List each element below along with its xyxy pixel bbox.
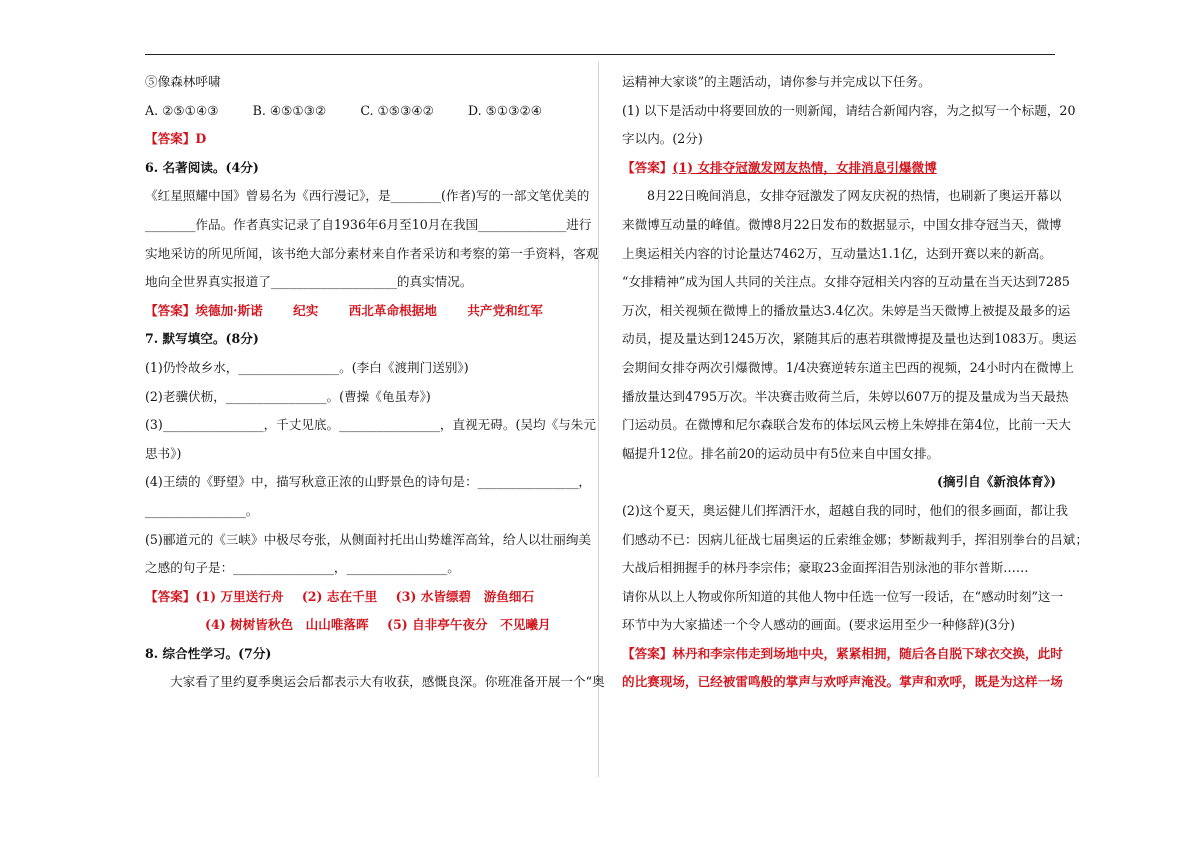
text-line: 大战后相拥握手的林丹李宗伟；豪取23金面挥泪告别泳池的菲尔普斯…… [622, 560, 1029, 576]
text-line: (2)老骥伏枥，________________。(曹操《龟虽寿》) [145, 388, 431, 404]
answer-item: (5) 自非亭午夜分 不见曦月 [387, 617, 551, 633]
text-line: 地向全世界真实报道了____________________的真实情况。 [145, 274, 473, 290]
answer-8-2-cont: 的比赛现场，已经被雷鸣般的掌声与欢呼声淹没。掌声和欢呼，既是为这样一场 [622, 674, 1063, 690]
news-paragraph: 来微博互动量的峰值。微博8月22日发布的数据显示，中国女排夺冠当天，微博 [622, 216, 1062, 232]
news-paragraph: 幅提升12位。排名前20的运动员中有5位来自中国女排。 [622, 445, 940, 461]
text-line: (1) 以下是活动中将要回放的一则新闻，请结合新闻内容，为之拟写一个标题，20 [622, 102, 1076, 118]
choice-a: A. ②⑤①④③ [145, 102, 219, 118]
answer-item: (3) 水皆缥碧 游鱼细石 [395, 588, 535, 604]
answer-7 [145, 583, 577, 612]
text-line: (5)郦道元的《三峡》中极尽夸张，从侧面衬托出山势雄浑高耸，给人以壮丽绚美 [145, 531, 592, 547]
news-paragraph: “女排精神”成为国人共同的关注点。女排夺冠相关内容的互动量在当天达到7285 [622, 274, 1070, 290]
text-line: 大家看了里约夏季奥运会后都表示大有收获，感慨良深。你班准备开展一个“奥 [170, 674, 605, 690]
answer-item: (1) 万里送行舟 [195, 588, 284, 604]
answer-5 [145, 125, 577, 154]
news-paragraph: 万次，相关视频在微博上的播放量达3.4亿次。朱婷是当天微博上被提及最多的运 [622, 302, 1071, 318]
news-paragraph: 门运动员。在微博和尼尔森联合发布的体坛风云榜上朱婷排在第4位，比前一天大 [622, 417, 1071, 433]
answer-item: 西北革命根据地 [348, 302, 437, 318]
news-paragraph: 动员，提及量达到1245万次，紧随其后的惠若琪微博提及量也达到1083万。奥运 [622, 331, 1077, 347]
news-paragraph: 播放量达到4795万次。半决赛击败荷兰后，朱婷以607万的提及量成为当天最热 [622, 388, 1069, 404]
answer-tag: 【答案】 [145, 131, 196, 147]
text-line: ________________。 [145, 502, 259, 518]
choices-line [145, 97, 577, 126]
question-7-heading: 7. 默写填空。(8分) [145, 331, 259, 347]
news-paragraph: 上奥运相关内容的讨论量达7462万，互动量达1.1亿，达到开赛以来的新高。 [622, 245, 1052, 261]
text-line: 实地采访的所见所闻，该书绝大部分素材来自作者采访和考察的第一手资料，客观 [145, 245, 599, 261]
choice-b: B. ④⑤①③② [252, 102, 327, 118]
answer-tag: 【答案】 [145, 588, 196, 604]
text-line: (4)王绩的《野望》中，描写秋意正浓的山野景色的诗句是：________________， [145, 474, 592, 490]
right-column [622, 68, 1088, 697]
text-line: 环节中为大家描述一个令人感动的画面。(要求运用至少一种修辞)(3分) [622, 617, 1015, 633]
answer-value: 林丹和李宗伟走到场地中央，紧紧相拥，随后各自脱下球衣交换，此时 [672, 645, 1063, 661]
news-paragraph: 会期间女排夺两次引爆微博。1/4决赛逆转东道主巴西的视频，24小时内在微博上 [622, 359, 1074, 375]
answer-tag: 【答案】 [145, 302, 196, 318]
answer-7-cont [145, 611, 577, 640]
choice-c: C. ①⑤③④② [360, 102, 434, 118]
text-line: 之感的句子是：________________，________________。 [145, 560, 460, 576]
answer-item: 纪实 [293, 302, 319, 318]
text-line: ________作品。作者真实记录了自1936年6月至10月在我国______________进行 [145, 216, 592, 232]
choice-d: D. ⑤①③②④ [467, 102, 543, 118]
option-5-line: ⑤像森林呼啸 [145, 74, 221, 89]
text-line: (3)________________，千丈见底。________________，直视无碍。(吴均《与朱元 [145, 417, 596, 433]
text-line: (1)仍怜故乡水，________________。(李白《渡荆门送别》) [145, 359, 469, 375]
question-8-heading: 8. 综合性学习。(7分) [145, 645, 272, 661]
answer-8-1 [622, 154, 1056, 183]
answer-tag: 【答案】 [622, 645, 673, 661]
answer-value: D [195, 131, 207, 147]
answer-item: (4) 树树皆秋色 山山唯落晖 [205, 617, 369, 633]
text-line: 们感动不已：因病儿征战七届奥运的丘索维金娜；梦断裁判手，挥泪别拳台的吕斌； [622, 531, 1088, 547]
text-line: 思书》) [145, 445, 182, 461]
answer-item: 共产党和红军 [467, 302, 543, 318]
news-paragraph: 8月22日晚间消息，女排夺冠激发了网友庆祝的热情，也刷新了奥运开幕以 [647, 188, 1062, 204]
source-citation: (摘引自《新浪体育》) [937, 474, 1056, 490]
answer-tag: 【答案】 [622, 159, 673, 175]
header-rule [145, 54, 1055, 55]
text-line: 请你从以上人物或你所知道的其他人物中任选一位写一段话，在“感动时刻”这一 [622, 588, 1064, 604]
answer-6 [145, 297, 577, 326]
text-line: 《红星照耀中国》曾易名为《西行漫记》，是________(作者)写的一部文笔优美的 [145, 188, 590, 204]
text-line: (2)这个夏天，奥运健儿们挥洒汗水，超越自我的同时，他们的很多画面，都让我 [622, 502, 1069, 518]
answer-8-2 [622, 640, 1063, 669]
answer-item: (2) 志在千里 [301, 588, 378, 604]
left-column [145, 68, 605, 697]
text-line: 字以内。(2分) [622, 131, 703, 147]
answer-value: (1) 女排夺冠激发网友热情，女排消息引爆微博 [672, 159, 937, 175]
answer-item: 埃德加·斯诺 [195, 302, 263, 318]
text-line: 运精神大家谈”的主题活动，请你参与并完成以下任务。 [622, 74, 931, 89]
question-6-heading: 6. 名著阅读。(4分) [145, 159, 259, 175]
